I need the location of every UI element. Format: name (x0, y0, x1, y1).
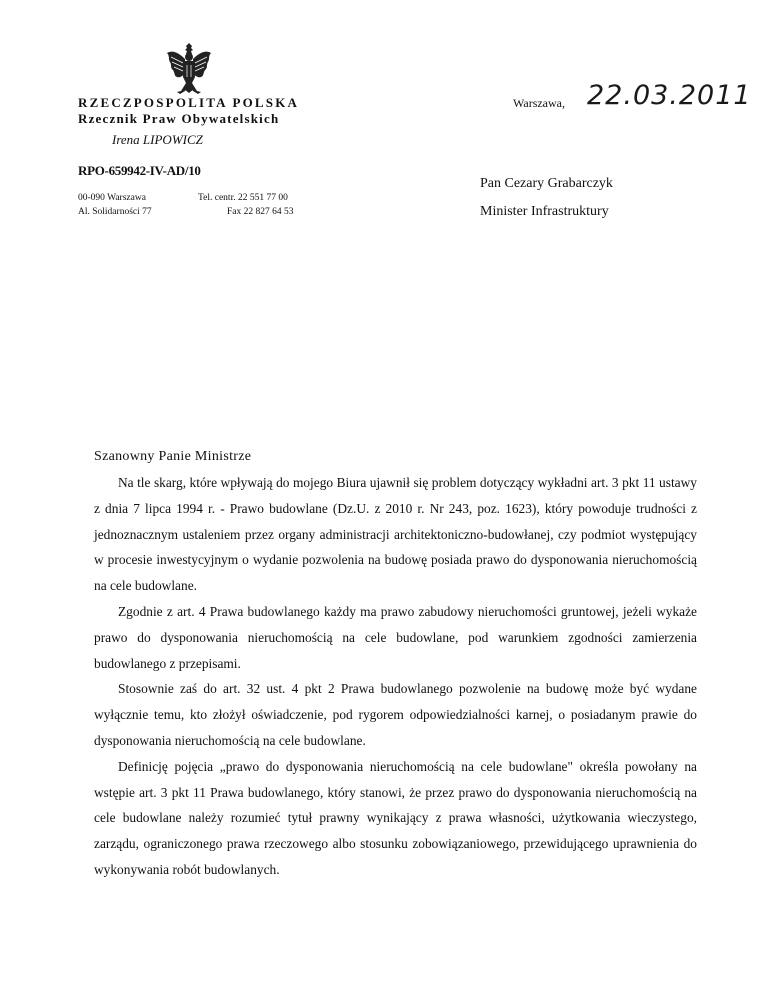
address-line-2: Al. Solidarności 77 (78, 207, 152, 217)
salutation: Szanowny Panie Ministrze (94, 449, 252, 464)
paragraph: Zgodnie z art. 4 Prawa budowlanego każdy ma prawo zabudowy nieruchomości gruntowej, jeżeli wykaże prawo do dysponowania nieruchomością na cele budowlane, pod warunkiem zgodności zamierzenia budowlanego z przepisami. (94, 603, 697, 671)
paragraph: Definicję pojęcia „prawo do dysponowania nieruchomością na cele budowlane" określa powołany na wstępie art. 3 pkt 11 Prawa budowlanego, który stanowi, że przez prawo do dysponowania nieruchomością na cele budowlane należy rozumieć tytuł prawny wynikający z prawa własności, użytkowania wieczystego, zarządu, ograniczonego prawa rzeczowego albo stosunku zobowiązaniowego, przewidującego uprawnienia do wykonywania robót budowlanych. (94, 758, 697, 877)
org-office: Rzecznik Praw Obywatelskich (78, 111, 280, 126)
org-name: RZECZPOSPOLITA POLSKA (78, 95, 300, 110)
letter-body (94, 470, 697, 883)
fax-number: Fax 22 827 64 53 (227, 207, 294, 217)
signatory-name: Irena LIPOWICZ (112, 132, 203, 147)
dateline-city: Warszawa, (513, 96, 566, 110)
recipient-title: Minister Infrastruktury (480, 204, 609, 219)
polish-eagle-icon (166, 40, 212, 96)
paragraph: Na tle skarg, które wpływają do mojego Biura ujawnił się problem dotyczący wykładni art. 3 pkt 11 ustawy z dnia 7 lipca 1994 r. - Prawo budowlane (Dz.U. z 2010 r. Nr 243, poz. 1623), który powoduje trudności z jednoznacznym ustaleniem przez organy administracji architektoniczno-budowłanej, czy podmiot występujący w procesie inwestycyjnym o wydanie pozwolenia na budowę posiada prawo do dysponowania nieruchomością na cele budowlane. (94, 475, 697, 594)
paragraph: Stosownie zaś do art. 32 ust. 4 pkt 2 Prawa budowlanego pozwolenie na budowę może być wydane wyłącznie temu, kto złożył oświadczenie, pod rygorem odpowiedzialności karnej, o posiadanym prawie do dysponowania nieruchomością na cele budowlane. (94, 681, 697, 748)
handwritten-date: 22.03.2011 (587, 80, 752, 111)
reference-number: RPO-659942-IV-AD/10 (78, 163, 201, 178)
recipient-name: Pan Cezary Grabarczyk (480, 176, 613, 191)
address-line-1: 00-090 Warszawa (78, 193, 146, 203)
phone-number: Tel. centr. 22 551 77 00 (198, 193, 288, 203)
